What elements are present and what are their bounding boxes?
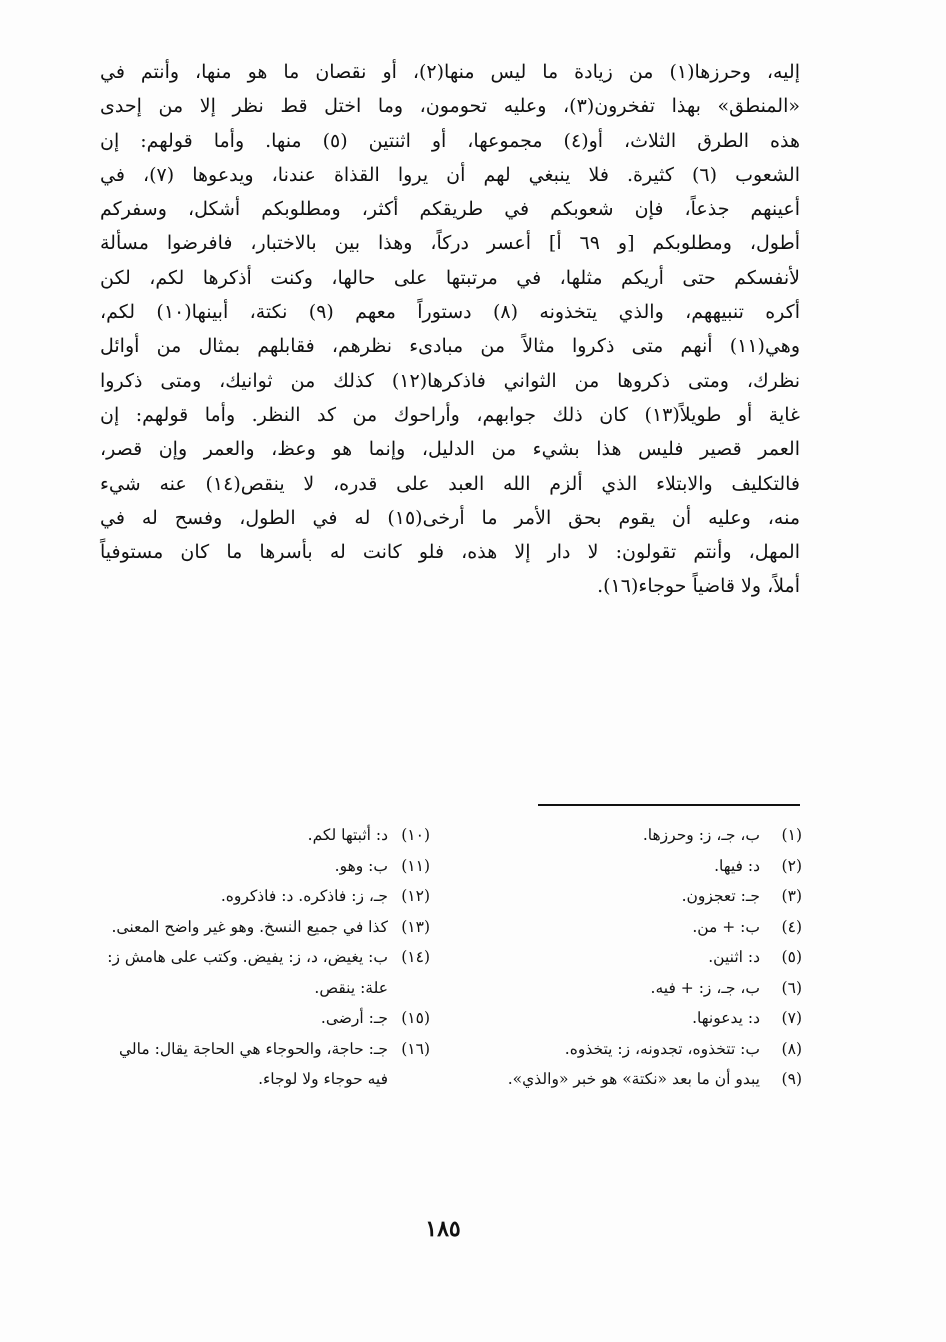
footnote-number: (١٦) xyxy=(401,1039,430,1058)
footnote-number: (٩) xyxy=(781,1070,802,1088)
text-line: منه، وعليه أن يقوم بحق الأمر ما أرخى(١٥) له في الطول، وفسح له في xyxy=(100,506,800,529)
footnote-text: ب، جـ، ز: وحرزها. xyxy=(642,826,760,844)
footnote-text: ب: + من. xyxy=(692,917,760,936)
footnote xyxy=(462,851,802,882)
footnote-text: جـ: أرضى. xyxy=(320,1009,388,1027)
footnote-number: (٧) xyxy=(781,1009,802,1027)
footnote xyxy=(462,942,802,973)
text-line: أعينهم جذعاً، فإن شعوبكم في طريقكم أكثر، ومطلوبكم أشكل، وسفركم xyxy=(100,198,800,221)
footnote xyxy=(462,912,802,943)
footnote-text: د: اثنين. xyxy=(708,948,760,966)
footnote-number: (١٣) xyxy=(401,917,430,936)
footnote-number: (١١) xyxy=(401,856,430,875)
footnote-text: د: يدعونها. xyxy=(692,1009,760,1027)
footnote xyxy=(95,1003,430,1034)
footnote xyxy=(462,1064,802,1095)
footnote-number: (١) xyxy=(781,826,802,844)
footnote xyxy=(462,881,802,912)
text-line: نظرك، ومتى ذكروها من الثواني فاذكرها(١٢) كذلك من ثوانيك، ومتى ذكروا xyxy=(100,369,800,392)
footnote-number: (٥) xyxy=(781,948,802,966)
footnote-text: ب: وهو. xyxy=(334,856,388,875)
footnote-text: يبدو أن ما بعد «نكتة» هو خبر «والذي». xyxy=(507,1070,760,1088)
text-line: إليه، وحرزها(١) من زيادة ما ليس منها(٢)، أو نقصان ما هو منها، وأنتم في xyxy=(100,61,800,83)
page-number: ١٨٥ xyxy=(425,1216,461,1242)
footnote xyxy=(462,820,802,851)
footnote-text: ب، جـ، ز: + فيه. xyxy=(650,978,760,997)
footnote-text: جـ: حاجة، والحوجاء هي الحاجة يقال: مالي فيه حوجاء ولا لوجاء. xyxy=(119,1039,388,1088)
footnote-text: ب: يغيض، د، ز: يفيض. وكتب على هامش ز: علة: ينقص. xyxy=(107,948,388,997)
footnote xyxy=(95,881,430,912)
text-line: أكره تنبيههم، والذي يتخذونه (٨) دستوراً معهم (٩) نكتة، أبينها(١٠) لكم، xyxy=(100,301,800,324)
text-line: وهي(١١) أنهم متى ذكروا مثالاً من مبادىء نظرهم، فقابلهم بمثال من أوائل xyxy=(100,335,800,358)
text-line: لأنفسكم حتى أريكم مثلها، في مرتبتها على حالها، وكنت أذكرها لكم، لكن xyxy=(100,266,800,289)
footnote xyxy=(462,1003,802,1034)
text-line: المهل، وأنتم تقولون: لا دار إلا هذه، فلو كانت له بأسرها ما كان مستوفياً xyxy=(100,541,800,564)
footnote xyxy=(95,820,430,851)
text-line: هذه الطرق الثلاث، أو(٤) مجموعها، أو اثنتين (٥) منها. وأما قولهم: إن xyxy=(100,129,801,152)
footnote xyxy=(95,912,430,943)
footnote-text: د: أثبتها لكم. xyxy=(307,826,388,844)
footnote-number: (٣) xyxy=(781,887,802,905)
footnote-text: جـ، ز: فاذكره. د: فاذكروه. xyxy=(220,887,388,905)
footnote xyxy=(462,1034,802,1065)
main-text-block xyxy=(100,55,800,604)
text-line: أطول، ومطلوبكم [و ٦٩ أ] أعسر دركاً، وهذا بين بالاختبار، فافرضوا مسألة xyxy=(100,232,800,255)
footnote-separator xyxy=(538,804,800,806)
footnote-text: جـ: تعجزون. xyxy=(681,887,760,905)
footnote-text: ب: تتخذوه، تجدونه، ز: يتخذوه. xyxy=(564,1039,760,1058)
text-line: «المنطق» بهذا تفخرون(٣)، وعليه تحومون، وما اختل قط نظر إلا من إحدى xyxy=(100,95,800,118)
footnote-number: (١٥) xyxy=(401,1009,430,1027)
footnote xyxy=(95,851,430,882)
footnote-number: (١٤) xyxy=(401,948,430,966)
footnote-number: (١٠) xyxy=(401,826,430,844)
footnote xyxy=(95,1034,430,1095)
footnotes-column-right xyxy=(462,820,802,1095)
text-line: العمر قصير فليس هذا بشيء من الدليل، وإنما هو وعظ، والعمر وإن قصر، xyxy=(100,438,800,461)
footnote-number: (٨) xyxy=(781,1039,802,1058)
footnote-number: (١٢) xyxy=(401,887,430,905)
text-line: الشعوب (٦) كثيرة. فلا ينبغي لهم أن يروا القذاة عندنا، ويدعوها (٧)، في xyxy=(100,163,800,186)
footnote-text: كذا في جميع النسخ. وهو غير واضح المعنى. xyxy=(111,917,388,936)
footnote-number: (٦) xyxy=(781,978,802,997)
footnote-number: (٤) xyxy=(781,917,802,936)
footnote-number: (٢) xyxy=(781,856,802,875)
text-line: فالتكليف والابتلاء الذي ألزم الله العبد على قدره، لا ينقص(١٤) عنه شيء xyxy=(100,472,800,495)
text-line: غاية أو طويلاً(١٣) كان ذلك جوابهم، وأراحوك من كد النظر. وأما قولهم: إن xyxy=(100,403,800,426)
footnote xyxy=(462,973,802,1004)
footnote xyxy=(95,942,430,1003)
footnotes-column-left xyxy=(95,820,430,1095)
text-line: أملاً، ولا قاضياً حوجاء(١٦). xyxy=(597,575,800,598)
footnote-text: د: فيها. xyxy=(714,856,760,875)
